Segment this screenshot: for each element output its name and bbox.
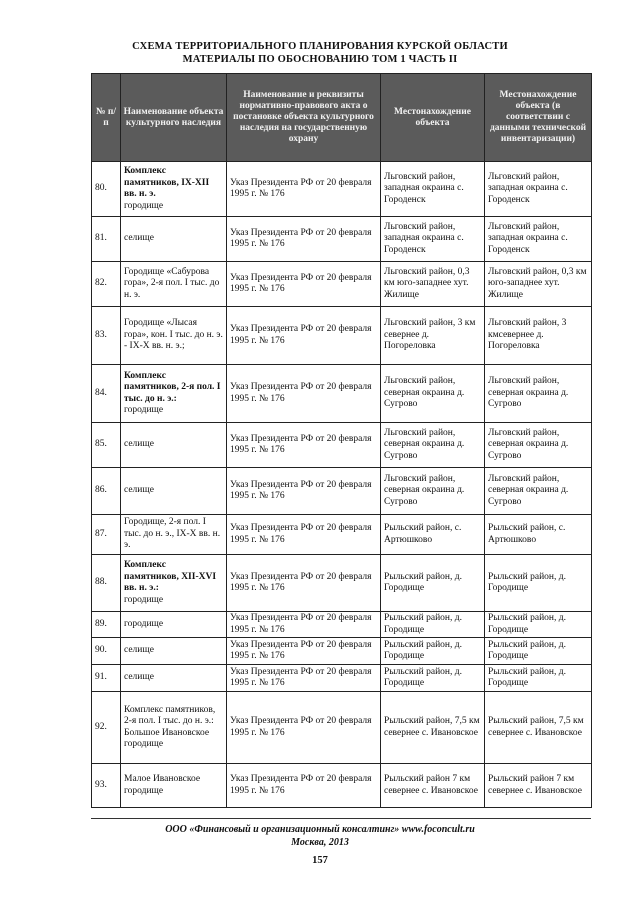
row-number: 84. bbox=[92, 365, 121, 423]
legal-act-cell: Указ Президента РФ от 20 февраля 1995 г. № 176 bbox=[227, 612, 381, 638]
object-name-cell bbox=[121, 162, 227, 217]
location-tech-cell: Рыльский район, д. Городище bbox=[485, 555, 592, 612]
table-row bbox=[92, 665, 592, 692]
table-row bbox=[92, 423, 592, 468]
location-tech-cell: Рыльский район, д. Городище bbox=[485, 638, 592, 665]
legal-act-cell: Указ Президента РФ от 20 февраля 1995 г. № 176 bbox=[227, 555, 381, 612]
col-header-object-name: Наименование объекта культурного наследия bbox=[121, 74, 227, 162]
location-cell: Льговский район, 3 км севернее д. Погореловка bbox=[381, 307, 485, 365]
location-cell: Льговский район, западная окраина с. Городенск bbox=[381, 217, 485, 262]
location-cell: Льговский район, северная окраина д. Сугрово bbox=[381, 423, 485, 468]
object-name-cell: Городище, 2-я пол. I тыс. до н. э., IX-X вв. н. э. bbox=[121, 515, 227, 555]
legal-act-cell: Указ Президента РФ от 20 февраля 1995 г. № 176 bbox=[227, 692, 381, 764]
row-number: 93. bbox=[92, 764, 121, 808]
location-cell: Льговский район, северная окраина д. Сугрово bbox=[381, 468, 485, 515]
heritage-objects-table bbox=[91, 73, 592, 808]
object-name-cell: Городище «Лысая гора», кон. I тыс. до н. э. - IX-X вв. н. э.; bbox=[121, 307, 227, 365]
location-tech-cell: Льговский район, западная окраина с. Городенск bbox=[485, 162, 592, 217]
col-header-location-technical: Местонахождение объекта (в соответствии с данными технической инвентаризации) bbox=[485, 74, 592, 162]
location-cell: Льговский район, северная окраина д. Сугрово bbox=[381, 365, 485, 423]
location-cell: Рыльский район, 7,5 км севернее с. Ивановское bbox=[381, 692, 485, 764]
object-name-cell: Комплекс памятников, 2-я пол. I тыс. до н. э.: Большое Ивановское городище bbox=[121, 692, 227, 764]
table-row bbox=[92, 262, 592, 307]
row-number: 86. bbox=[92, 468, 121, 515]
row-number: 85. bbox=[92, 423, 121, 468]
table-row bbox=[92, 307, 592, 365]
legal-act-cell: Указ Президента РФ от 20 февраля 1995 г. № 176 bbox=[227, 423, 381, 468]
location-cell: Рыльский район 7 км севернее с. Ивановское bbox=[381, 764, 485, 808]
location-tech-cell: Рыльский район, д. Городище bbox=[485, 612, 592, 638]
legal-act-cell: Указ Президента РФ от 20 февраля 1995 г. № 176 bbox=[227, 307, 381, 365]
object-name: городище bbox=[124, 405, 164, 415]
object-name: городище bbox=[124, 200, 164, 211]
object-name: городище bbox=[124, 594, 164, 605]
row-number: 90. bbox=[92, 638, 121, 665]
object-name-cell: селище bbox=[121, 423, 227, 468]
footer-company: ООО «Финансовый и организационный консалтинг» www.foconcult.ru bbox=[165, 824, 475, 835]
location-tech-cell: Рыльский район, с. Артюшково bbox=[485, 515, 592, 555]
table-row bbox=[92, 515, 592, 555]
location-tech-cell: Льговский район, северная окраина д. Сугрово bbox=[485, 365, 592, 423]
header-subtitle: МАТЕРИАЛЫ ПО ОБОСНОВАНИЮ ТОМ 1 ЧАСТЬ II bbox=[182, 54, 458, 65]
location-tech-cell: Рыльский район, д. Городище bbox=[485, 665, 592, 692]
row-number: 88. bbox=[92, 555, 121, 612]
header-title: СХЕМА ТЕРРИТОРИАЛЬНОГО ПЛАНИРОВАНИЯ КУРСКОЙ ОБЛАСТИ bbox=[132, 41, 508, 52]
table-row bbox=[92, 555, 592, 612]
location-cell: Льговский район, 0,3 км юго-западнее хут. Жилище bbox=[381, 262, 485, 307]
location-tech-cell: Льговский район, северная окраина д. Сугрово bbox=[485, 468, 592, 515]
table-row bbox=[92, 764, 592, 808]
page-number: 157 bbox=[312, 855, 328, 866]
object-name-cell bbox=[121, 365, 227, 423]
location-tech-cell: Рыльский район 7 км севернее с. Ивановское bbox=[485, 764, 592, 808]
object-name-cell: селище bbox=[121, 468, 227, 515]
object-group-title: Комплекс памятников, XII-XVI вв. н. э.: bbox=[124, 560, 217, 593]
location-cell: Рыльский район, с. Артюшково bbox=[381, 515, 485, 555]
row-number: 80. bbox=[92, 162, 121, 217]
object-name-cell: городище bbox=[121, 612, 227, 638]
row-number: 91. bbox=[92, 665, 121, 692]
object-name-cell: Малое Ивановское городище bbox=[121, 764, 227, 808]
legal-act-cell: Указ Президента РФ от 20 февраля 1995 г. № 176 bbox=[227, 515, 381, 555]
table-row bbox=[92, 217, 592, 262]
object-name-cell bbox=[121, 555, 227, 612]
object-group-title: Комплекс памятников, IX-XII вв. н. э. bbox=[124, 166, 210, 199]
location-cell: Рыльский район, д. Городище bbox=[381, 638, 485, 665]
legal-act-cell: Указ Президента РФ от 20 февраля 1995 г. № 176 bbox=[227, 468, 381, 515]
col-header-location: Местонахождение объекта bbox=[381, 74, 485, 162]
row-number: 87. bbox=[92, 515, 121, 555]
row-number: 92. bbox=[92, 692, 121, 764]
table-body bbox=[92, 162, 592, 808]
table-row bbox=[92, 468, 592, 515]
footer-divider bbox=[91, 818, 591, 819]
legal-act-cell: Указ Президента РФ от 20 февраля 1995 г. № 176 bbox=[227, 162, 381, 217]
location-tech-cell: Льговский район, северная окраина д. Сугрово bbox=[485, 423, 592, 468]
table-row bbox=[92, 162, 592, 217]
table-header bbox=[92, 74, 592, 162]
legal-act-cell: Указ Президента РФ от 20 февраля 1995 г. № 176 bbox=[227, 764, 381, 808]
legal-act-cell: Указ Президента РФ от 20 февраля 1995 г. № 176 bbox=[227, 262, 381, 307]
table-row bbox=[92, 612, 592, 638]
location-tech-cell: Льговский район, 3 кмсевернее д. Погореловка bbox=[485, 307, 592, 365]
table-row bbox=[92, 365, 592, 423]
object-name-cell: селище bbox=[121, 665, 227, 692]
table-row bbox=[92, 638, 592, 665]
footer-city-year: Москва, 2013 bbox=[291, 837, 349, 848]
location-tech-cell: Льговский район, 0,3 км юго-западнее хут. Жилище bbox=[485, 262, 592, 307]
row-number: 81. bbox=[92, 217, 121, 262]
legal-act-cell: Указ Президента РФ от 20 февраля 1995 г. № 176 bbox=[227, 217, 381, 262]
col-header-legal-act: Наименование и реквизиты нормативно-правового акта о постановке объекта культурного наследия на государственную охрану bbox=[227, 74, 381, 162]
location-cell: Рыльский район, д. Городище bbox=[381, 555, 485, 612]
table-row bbox=[92, 692, 592, 764]
document-header bbox=[0, 40, 640, 66]
row-number: 89. bbox=[92, 612, 121, 638]
legal-act-cell: Указ Президента РФ от 20 февраля 1995 г. № 176 bbox=[227, 365, 381, 423]
location-cell: Льговский район, западная окраина с. Городенск bbox=[381, 162, 485, 217]
legal-act-cell: Указ Президента РФ от 20 февраля 1995 г. № 176 bbox=[227, 665, 381, 692]
location-cell: Рыльский район, д. Городище bbox=[381, 665, 485, 692]
col-header-number: № п/п bbox=[92, 74, 121, 162]
legal-act-cell: Указ Президента РФ от 20 февраля 1995 г. № 176 bbox=[227, 638, 381, 665]
location-tech-cell: Льговский район, западная окраина с. Городенск bbox=[485, 217, 592, 262]
document-footer bbox=[0, 823, 640, 849]
object-name-cell: селище bbox=[121, 638, 227, 665]
object-name-cell: селище bbox=[121, 217, 227, 262]
row-number: 82. bbox=[92, 262, 121, 307]
object-name-cell: Городище «Сабурова гора», 2-я пол. I тыс. до н. э. bbox=[121, 262, 227, 307]
row-number: 83. bbox=[92, 307, 121, 365]
object-group-title: Комплекс памятников, 2-я пол. I тыс. до н. э.: bbox=[124, 370, 221, 404]
location-tech-cell: Рыльский район, 7,5 км севернее с. Ивановское bbox=[485, 692, 592, 764]
location-cell: Рыльский район, д. Городище bbox=[381, 612, 485, 638]
